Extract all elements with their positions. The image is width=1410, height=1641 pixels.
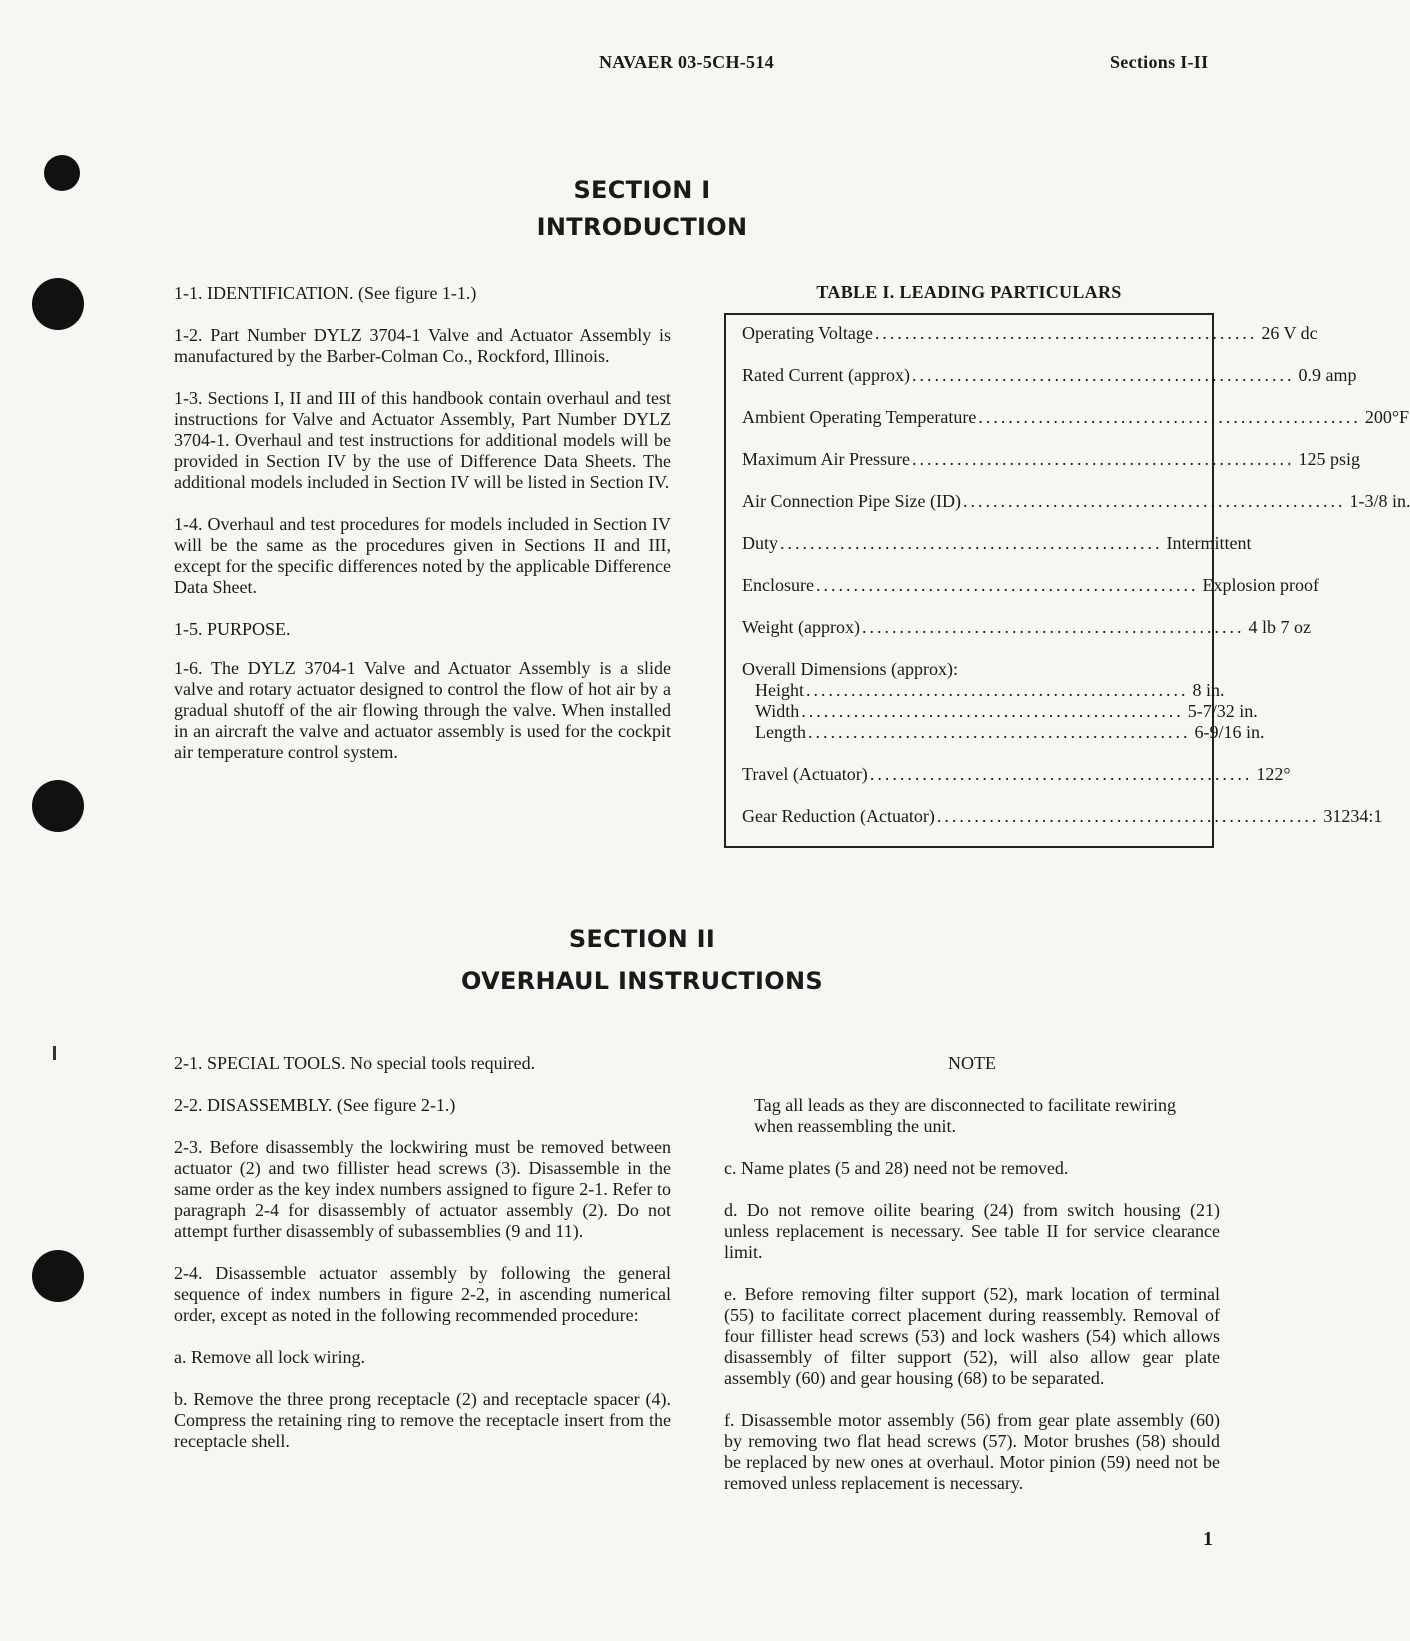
row-label: Ambient Operating Temperature (742, 407, 977, 427)
note-text: Tag all leads as they are disconnected to facilitate rewiring when reassembling the unit. (754, 1095, 1177, 1136)
row-value: 26 V dc (1261, 323, 1318, 343)
section-2-subtitle: OVERHAUL INSTRUCTIONS (461, 967, 823, 995)
table-row: Length ................................................... 6-9/16 in. (742, 722, 1202, 743)
row-label: Length (755, 722, 806, 742)
row-value: 6-9/16 in. (1194, 722, 1265, 742)
paragraph-2-1: 2-1. SPECIAL TOOLS. No special tools required. (174, 1053, 536, 1073)
table-row: Maximum Air Pressure ................................................... 125 psig (742, 449, 1361, 469)
paragraph-1-1: 1-1. IDENTIFICATION. (See figure 1-1.) (174, 283, 477, 303)
row-value: Intermittent (1166, 533, 1252, 553)
row-value: 1-3/8 in. (1349, 491, 1410, 511)
table-row: Ambient Operating Temperature ................................................... 200°F (742, 407, 1410, 427)
table-row: Travel (Actuator) ................................................... 122° (742, 764, 1291, 784)
row-label: Weight (approx) (742, 617, 861, 637)
paragraph-1-2: 1-2. Part Number DYLZ 3704-1 Valve and Actuator Assembly is manufactured by the Barber-Colman Co., Rockford, Illinois. (174, 325, 671, 366)
paragraph-1-5: 1-5. PURPOSE. (174, 619, 291, 639)
row-label: Width (755, 701, 800, 721)
step-c: c. Name plates (5 and 28) need not be removed. (724, 1158, 1069, 1178)
row-value: 125 psig (1298, 449, 1361, 469)
row-label: Operating Voltage (742, 323, 873, 343)
table-row: Enclosure ................................................... Explosion proof (742, 575, 1319, 595)
row-value: Explosion proof (1202, 575, 1319, 595)
step-a: a. Remove all lock wiring. (174, 1347, 365, 1367)
table-row: Operating Voltage ................................................... 26 V dc (742, 323, 1318, 343)
section-2-right-column (724, 1053, 1220, 1515)
row-label: Air Connection Pipe Size (ID) (742, 491, 961, 511)
section-1-title: SECTION I (573, 176, 711, 204)
section-2-left-column (174, 1053, 671, 1473)
page-number: 1 (1203, 1528, 1213, 1550)
row-label: Maximum Air Pressure (742, 449, 910, 469)
paragraph-2-2: 2-2. DISASSEMBLY. (See figure 2-1.) (174, 1095, 456, 1115)
table-row: Air Connection Pipe Size (ID) ................................................... 1-3/8 in. (742, 491, 1410, 511)
table-row: Weight (approx) ................................................... 4 lb 7 oz (742, 617, 1312, 637)
step-d: d. Do not remove oilite bearing (24) from switch housing (21) unless replacement is necessary. See table II for service clearance limit. (724, 1200, 1220, 1262)
paragraph-1-4: 1-4. Overhaul and test procedures for models included in Section IV will be the same as the procedures given in Sections II and III, except for the specific differences noted by the applicable Difference Data Sheet. (174, 514, 671, 597)
dimensions-heading: Overall Dimensions (approx): (742, 659, 958, 679)
table-row: Duty ................................................... Intermittent (742, 533, 1252, 553)
row-label: Height (755, 680, 804, 700)
row-label: Gear Reduction (Actuator) (742, 806, 935, 826)
table-1-title: TABLE I. LEADING PARTICULARS (816, 282, 1122, 302)
paragraph-2-4: 2-4. Disassemble actuator assembly by following the general sequence of index numbers in figure 2-2, in ascending numerical order, except as noted in the following recommended procedure: (174, 1263, 671, 1325)
binder-hole (32, 780, 84, 832)
row-value: 8 in. (1192, 680, 1225, 700)
section-1-subtitle: INTRODUCTION (536, 213, 748, 241)
table-row: Gear Reduction (Actuator) ................................................... 31234:1 (742, 806, 1383, 826)
section-1-text (174, 283, 671, 784)
row-label: Enclosure (742, 575, 814, 595)
section-range: Sections I-II (1110, 52, 1209, 72)
row-value: 0.9 amp (1298, 365, 1357, 385)
paragraph-1-6: 1-6. The DYLZ 3704-1 Valve and Actuator Assembly is a slide valve and rotary actuator designed to control the flow of hot air by a gradual shutoff of the air flowing through the valve. When installed in an aircraft the valve and actuator assembly is used for the cockpit air temperature control system. (174, 658, 671, 762)
step-b: b. Remove the three prong receptacle (2) and receptacle spacer (4). Compress the retaining ring to remove the receptacle insert from the receptacle shell. (174, 1389, 671, 1451)
leading-particulars-table (724, 313, 1410, 848)
table-row: Width ................................................... 5-7/32 in. (742, 701, 1202, 722)
row-value: 4 lb 7 oz (1248, 617, 1312, 637)
row-label: Travel (Actuator) (742, 764, 868, 784)
row-label: Duty (742, 533, 778, 553)
step-f: f. Disassemble motor assembly (56) from gear plate assembly (60) by removing two flat head screws (57). Motor brushes (58) should be replaced by new ones at overhaul. Motor pinion (59) need not be removed unless replacement is necessary. (724, 1410, 1220, 1493)
document-number: NAVAER 03-5CH-514 (599, 52, 774, 72)
step-e: e. Before removing filter support (52), mark location of terminal (55) to facilitate correct placement during reassembly. Removal of four fillister head screws (53) and lock washers (54) which allows disassembly of filter support (52), will also allow gear plate assembly (60) and gear housing (68) to be separated. (724, 1284, 1220, 1388)
table-row: Rated Current (approx) ................................................... 0.9 amp (742, 365, 1357, 385)
note-heading: NOTE (948, 1053, 996, 1073)
paragraph-1-3: 1-3. Sections I, II and III of this handbook contain overhaul and test instructions for Valve and Actuator Assembly, Part Number DYLZ 3704-1. Overhaul and test instructions for additional models will be provided in Section IV by the use of Difference Data Sheets. The additional models included in Section IV will be listed in Section IV. (174, 388, 671, 492)
margin-mark (53, 1046, 56, 1060)
paragraph-2-3: 2-3. Before disassembly the lockwiring must be removed between actuator (2) and two fillister head screws (3). Disassemble in the same order as the key index numbers assigned to figure 2-1. Refer to paragraph 2-4 for disassembly of actuator assembly (2). Do not attempt further disassembly of subassemblies (9 and 11). (174, 1137, 671, 1241)
table-row: Height ................................................... 8 in. (742, 680, 1202, 701)
row-label: Rated Current (approx) (742, 365, 910, 385)
section-2-title: SECTION II (568, 925, 716, 953)
row-value: 200°F (1364, 407, 1410, 427)
row-value: 122° (1256, 764, 1291, 784)
row-value: 31234:1 (1323, 806, 1383, 826)
binder-hole (32, 1250, 84, 1302)
row-value: 5-7/32 in. (1187, 701, 1258, 721)
binder-hole (32, 278, 84, 330)
